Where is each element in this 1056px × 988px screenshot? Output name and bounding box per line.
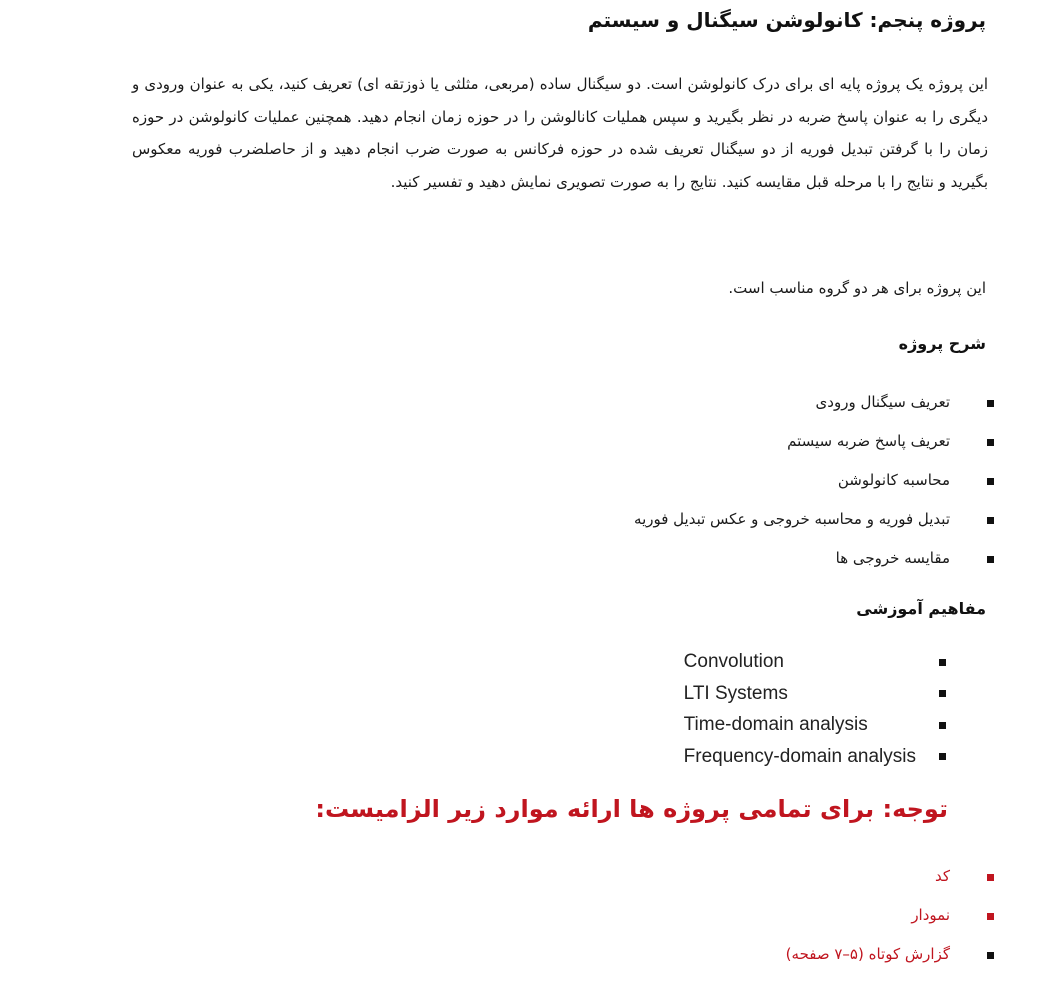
list-item [684, 709, 916, 741]
list-item [684, 678, 916, 710]
intro-paragraph: این پروژه یک پروژه پایه ای برای درک کانولوشن است. دو سیگنال ساده (مربعی، مثلثی یا ذوزتقه ای) تعریف کنید، یکی به عنوان ورودی و دیگری را به عنوان پاسخ ضربه در نظر بگیرید و سپس هملیات کانالوشن را در حوزه زمان انجام دهید. همچنین عملیات کانولوشن در حوزه زمان را با گرفتن تبدیل فوریه از دو سیگنال تعریف شده در حوزه فرکانس به صورت ضرب انجام دهید و از حاصلضرب فوریه معکوس بگیرید و نتایج را با مرحله قبل مقایسه کنید. نتایج را به صورت تصویری نمایش دهید و تفسیر کنید. [132, 75, 988, 191]
list-item [684, 741, 916, 773]
square-bullet-icon [987, 478, 994, 485]
list-item-text: Convolution [683, 651, 784, 672]
list-item [786, 857, 950, 896]
list-item-text: Frequency-domain analysis [683, 745, 916, 767]
square-bullet-icon [987, 952, 994, 959]
list-item-text: تبدیل فوریه و محاسبه خروجی و عکس تبدیل فوریه [634, 510, 950, 528]
list-item-text: گزارش کوتاه (۵–۷ صفحه) [785, 945, 950, 963]
square-bullet-icon [939, 690, 946, 697]
square-bullet-icon [939, 753, 946, 760]
list-item-text: محاسبه کانولوشن [837, 471, 950, 489]
square-bullet-icon [987, 874, 994, 881]
list-item-text: کد [934, 867, 950, 885]
list-item [634, 422, 950, 461]
list-item-text: LTI Systems [683, 682, 788, 704]
square-bullet-icon [987, 439, 994, 446]
list-item [634, 461, 950, 500]
list-item [634, 383, 950, 422]
square-bullet-icon [987, 913, 994, 920]
list-item-text: تعریف سیگنال ورودی [815, 393, 950, 411]
requirements-list [786, 857, 950, 974]
list-item [684, 646, 916, 678]
list-item-text: نمودار [911, 906, 950, 924]
list-item-text: تعریف پاسخ ضربه سیستم [787, 432, 950, 450]
requirements-heading: توجه: برای تمامی پروژه ها ارائه موارد زیر الزامیست: [315, 795, 948, 823]
square-bullet-icon [939, 659, 946, 666]
square-bullet-icon [939, 722, 946, 729]
square-bullet-icon [987, 517, 994, 524]
list-item-text: Time-domain analysis [683, 714, 868, 735]
description-list [634, 383, 950, 578]
group-note: این پروژه برای هر دو گروه مناسب است. [728, 279, 986, 297]
list-item [786, 935, 950, 974]
square-bullet-icon [987, 400, 994, 407]
concepts-heading: مفاهیم آموزشی [856, 599, 986, 618]
list-item [634, 500, 950, 539]
concepts-list [684, 646, 916, 772]
list-item [786, 896, 950, 935]
description-heading: شرح پروژه [898, 334, 986, 353]
list-item-text: مقایسه خروجی ها [835, 549, 950, 567]
square-bullet-icon [987, 556, 994, 563]
page-title: پروژه پنجم: کانولوشن سیگنال و سیستم [587, 8, 986, 32]
list-item [634, 539, 950, 578]
